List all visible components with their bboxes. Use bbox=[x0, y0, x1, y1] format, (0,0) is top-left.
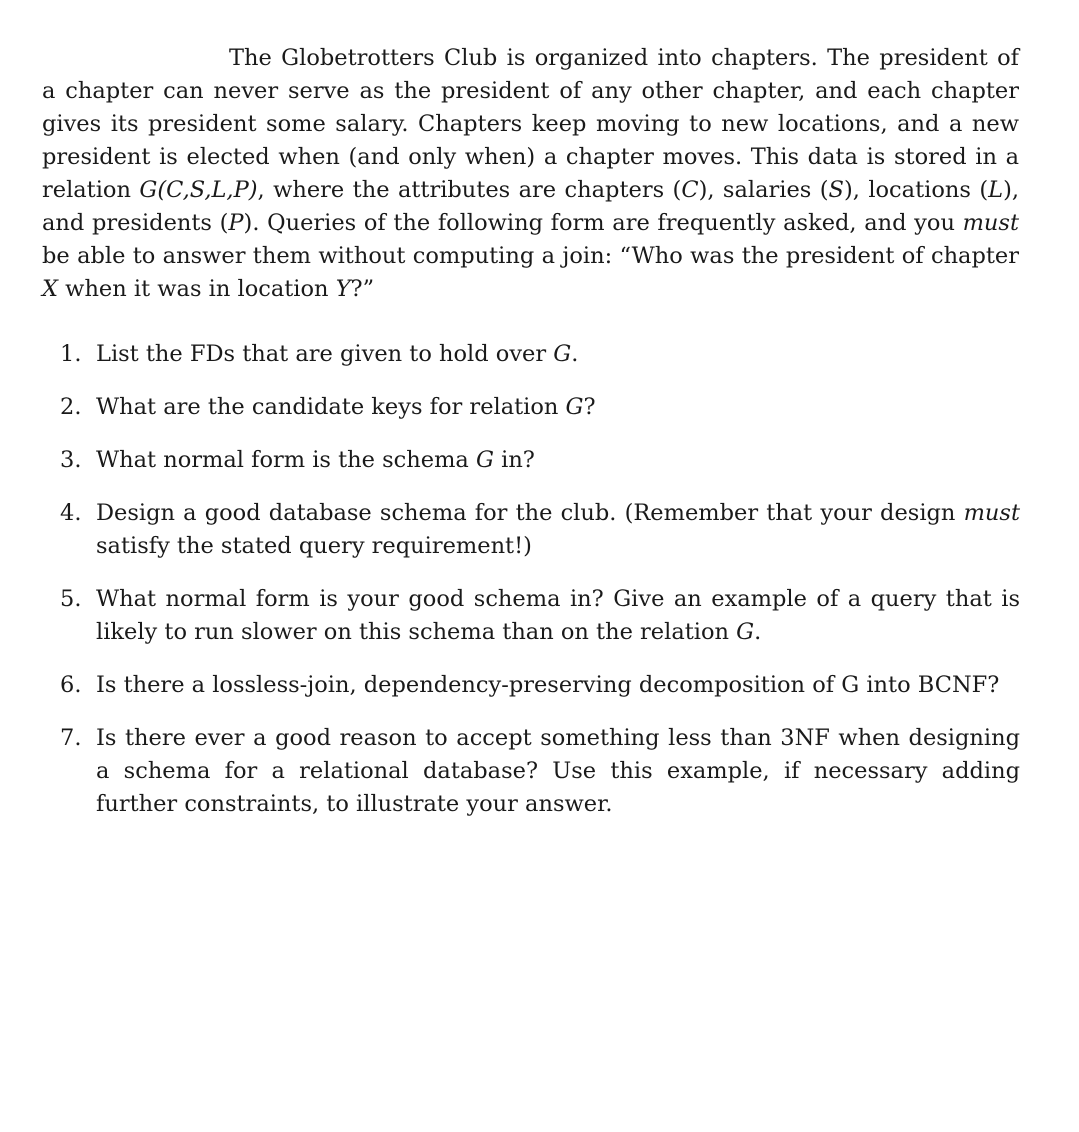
question-list bbox=[60, 338, 1020, 841]
intro-text: ), salaries ( bbox=[698, 177, 829, 203]
question-number: 2. bbox=[60, 394, 82, 420]
question-text bbox=[96, 497, 1020, 563]
question-item-1 bbox=[60, 338, 1020, 371]
intro-text: ?” bbox=[350, 276, 375, 302]
question-text-part: What are the candidate keys for relation bbox=[96, 394, 566, 420]
relation-symbol: G bbox=[475, 447, 494, 473]
question-text-part: . bbox=[754, 619, 762, 645]
relation-symbol: G bbox=[736, 619, 755, 645]
question-text-part: What normal form is the schema bbox=[96, 447, 476, 473]
attribute-s: S bbox=[828, 177, 844, 203]
question-item-5 bbox=[60, 583, 1020, 649]
question-item-6 bbox=[60, 669, 1020, 702]
intro-text: ), and presidents ( bbox=[42, 177, 1020, 236]
question-number: 7. bbox=[60, 725, 82, 751]
variable-x: X bbox=[42, 276, 59, 302]
question-text-part: Is there a lossless-join, dependency-preserving decomposition of G into BCNF? bbox=[96, 672, 1000, 698]
attribute-c: C bbox=[681, 177, 699, 203]
question-number: 4. bbox=[60, 500, 82, 526]
attribute-l: L bbox=[988, 177, 1004, 203]
question-text-part: . bbox=[571, 341, 579, 367]
question-text-part: in? bbox=[493, 447, 535, 473]
question-text bbox=[96, 444, 1020, 477]
question-item-4 bbox=[60, 497, 1020, 563]
intro-paragraph bbox=[42, 42, 1019, 306]
question-text bbox=[96, 583, 1020, 649]
question-text-part: satisfy the stated query requirement!) bbox=[96, 533, 532, 559]
question-text-part: ? bbox=[583, 394, 596, 420]
question-number: 6. bbox=[60, 672, 82, 698]
question-text bbox=[96, 669, 1020, 702]
relation-symbol: G bbox=[553, 341, 572, 367]
emphasis-must: must bbox=[963, 500, 1020, 526]
intro-text: , where the attributes are chapters ( bbox=[257, 177, 682, 203]
attribute-p: P bbox=[228, 210, 244, 236]
intro-text: ), locations ( bbox=[843, 177, 989, 203]
intro-text: when it was in location bbox=[58, 276, 336, 302]
emphasis-must: must bbox=[962, 210, 1020, 236]
question-item-2 bbox=[60, 391, 1020, 424]
relation-symbol: G bbox=[565, 394, 584, 420]
intro-text: ). Queries of the following form are frequently asked, and you bbox=[243, 210, 963, 236]
variable-y: Y bbox=[335, 276, 351, 302]
question-text bbox=[96, 722, 1020, 821]
question-text bbox=[96, 391, 1020, 424]
question-number: 1. bbox=[60, 341, 82, 367]
question-number: 5. bbox=[60, 586, 82, 612]
question-text bbox=[96, 338, 1020, 371]
intro-text: The Globetrotters Club is organized into chapters. The president of a chapter can never serve as the president of any other chapter, and each chapter gives its president some salary. Chapters keep moving to new locations, and a new president is elected when (and only when) a chapter moves. This data is stored in a relation bbox=[42, 45, 1019, 203]
question-text-part: List the FDs that are given to hold over bbox=[96, 341, 554, 367]
question-text-part: What normal form is your good schema in? Give an example of a query that is likely to run slower on this schema than on the relation bbox=[96, 586, 1020, 645]
question-item-3 bbox=[60, 444, 1020, 477]
question-item-7 bbox=[60, 722, 1020, 821]
intro-text: be able to answer them without computing a join: “Who was the president of chapter bbox=[42, 243, 1019, 269]
question-text-part: Is there ever a good reason to accept something less than 3NF when designing a schema for a relational database? Use this example, if necessary adding further constraints, to illustrate your answer. bbox=[96, 725, 1020, 817]
question-text-part: Design a good database schema for the club. (Remember that your design bbox=[96, 500, 964, 526]
relation-signature: G(C,S,L,P) bbox=[139, 177, 258, 203]
question-number: 3. bbox=[60, 447, 82, 473]
